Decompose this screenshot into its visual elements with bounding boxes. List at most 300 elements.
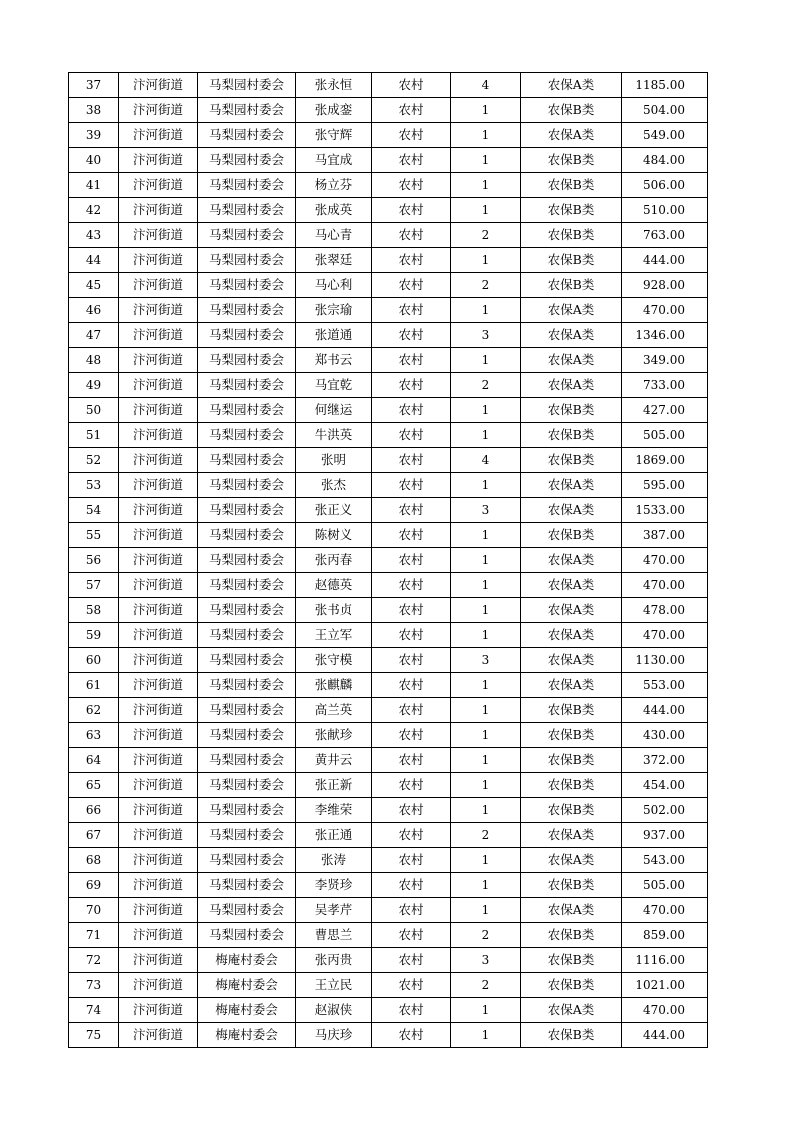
member-count-cell: 3: [451, 948, 521, 973]
village-committee-cell: 马梨园村委会: [198, 273, 296, 298]
row-number-cell: 71: [69, 923, 119, 948]
insurance-category-cell: 农保B类: [521, 873, 622, 898]
village-committee-cell: 梅庵村委会: [198, 948, 296, 973]
insurance-category-cell: 农保A类: [521, 823, 622, 848]
member-count-cell: 1: [451, 748, 521, 773]
amount-cell: 454.00: [622, 773, 708, 798]
village-committee-cell: 马梨园村委会: [198, 898, 296, 923]
member-count-cell: 1: [451, 848, 521, 873]
amount-cell: 430.00: [622, 723, 708, 748]
amount-cell: 763.00: [622, 223, 708, 248]
row-number-cell: 62: [69, 698, 119, 723]
insurance-category-cell: 农保B类: [521, 248, 622, 273]
table-row: [69, 773, 708, 798]
member-count-cell: 1: [451, 423, 521, 448]
member-count-cell: 2: [451, 823, 521, 848]
member-count-cell: 2: [451, 973, 521, 998]
name-cell: 王立民: [296, 973, 372, 998]
row-number-cell: 68: [69, 848, 119, 873]
household-type-cell: 农村: [372, 948, 451, 973]
household-type-cell: 农村: [372, 973, 451, 998]
table-row: [69, 298, 708, 323]
street-cell: 汴河街道: [119, 223, 198, 248]
village-committee-cell: 马梨园村委会: [198, 373, 296, 398]
insurance-category-cell: 农保A类: [521, 373, 622, 398]
amount-cell: 444.00: [622, 1023, 708, 1048]
amount-cell: 553.00: [622, 673, 708, 698]
village-committee-cell: 梅庵村委会: [198, 998, 296, 1023]
table-row: [69, 448, 708, 473]
table-row: [69, 423, 708, 448]
name-cell: 张献珍: [296, 723, 372, 748]
household-type-cell: 农村: [372, 698, 451, 723]
member-count-cell: 3: [451, 648, 521, 673]
household-type-cell: 农村: [372, 148, 451, 173]
table-row: [69, 873, 708, 898]
amount-cell: 470.00: [622, 298, 708, 323]
amount-cell: 595.00: [622, 473, 708, 498]
member-count-cell: 1: [451, 798, 521, 823]
row-number-cell: 66: [69, 798, 119, 823]
street-cell: 汴河街道: [119, 298, 198, 323]
street-cell: 汴河街道: [119, 573, 198, 598]
row-number-cell: 41: [69, 173, 119, 198]
table-row: [69, 723, 708, 748]
street-cell: 汴河街道: [119, 348, 198, 373]
amount-cell: 478.00: [622, 598, 708, 623]
insurance-category-cell: 农保A类: [521, 648, 622, 673]
household-type-cell: 农村: [372, 248, 451, 273]
insurance-category-cell: 农保B类: [521, 973, 622, 998]
table-row: [69, 248, 708, 273]
table-row: [69, 98, 708, 123]
amount-cell: 1116.00: [622, 948, 708, 973]
name-cell: 张正义: [296, 498, 372, 523]
name-cell: 张永恒: [296, 73, 372, 98]
row-number-cell: 44: [69, 248, 119, 273]
street-cell: 汴河街道: [119, 373, 198, 398]
name-cell: 马心青: [296, 223, 372, 248]
row-number-cell: 53: [69, 473, 119, 498]
name-cell: 黄井云: [296, 748, 372, 773]
member-count-cell: 1: [451, 1023, 521, 1048]
row-number-cell: 51: [69, 423, 119, 448]
household-type-cell: 农村: [372, 823, 451, 848]
row-number-cell: 40: [69, 148, 119, 173]
amount-cell: 444.00: [622, 698, 708, 723]
village-committee-cell: 马梨园村委会: [198, 173, 296, 198]
table-row: [69, 273, 708, 298]
village-committee-cell: 马梨园村委会: [198, 573, 296, 598]
name-cell: 张杰: [296, 473, 372, 498]
street-cell: 汴河街道: [119, 273, 198, 298]
name-cell: 张成英: [296, 198, 372, 223]
insurance-category-cell: 农保A类: [521, 73, 622, 98]
row-number-cell: 54: [69, 498, 119, 523]
street-cell: 汴河街道: [119, 173, 198, 198]
insurance-category-cell: 农保B类: [521, 698, 622, 723]
table-row: [69, 1023, 708, 1048]
table-row: [69, 148, 708, 173]
street-cell: 汴河街道: [119, 248, 198, 273]
street-cell: 汴河街道: [119, 973, 198, 998]
village-committee-cell: 马梨园村委会: [198, 623, 296, 648]
village-committee-cell: 马梨园村委会: [198, 298, 296, 323]
table-row: [69, 523, 708, 548]
row-number-cell: 59: [69, 623, 119, 648]
household-type-cell: 农村: [372, 173, 451, 198]
name-cell: 张麒麟: [296, 673, 372, 698]
name-cell: 陈树义: [296, 523, 372, 548]
amount-cell: 733.00: [622, 373, 708, 398]
street-cell: 汴河街道: [119, 473, 198, 498]
member-count-cell: 1: [451, 348, 521, 373]
name-cell: 张道通: [296, 323, 372, 348]
village-committee-cell: 马梨园村委会: [198, 198, 296, 223]
amount-cell: 387.00: [622, 523, 708, 548]
street-cell: 汴河街道: [119, 923, 198, 948]
member-count-cell: 1: [451, 673, 521, 698]
table-row: [69, 823, 708, 848]
amount-cell: 1130.00: [622, 648, 708, 673]
village-committee-cell: 马梨园村委会: [198, 398, 296, 423]
amount-cell: 349.00: [622, 348, 708, 373]
table-row: [69, 673, 708, 698]
member-count-cell: 1: [451, 623, 521, 648]
household-type-cell: 农村: [372, 123, 451, 148]
village-committee-cell: 马梨园村委会: [198, 323, 296, 348]
member-count-cell: 1: [451, 898, 521, 923]
household-type-cell: 农村: [372, 923, 451, 948]
village-committee-cell: 马梨园村委会: [198, 873, 296, 898]
row-number-cell: 60: [69, 648, 119, 673]
insurance-category-cell: 农保A类: [521, 898, 622, 923]
amount-cell: 470.00: [622, 998, 708, 1023]
street-cell: 汴河街道: [119, 723, 198, 748]
household-type-cell: 农村: [372, 398, 451, 423]
street-cell: 汴河街道: [119, 823, 198, 848]
table-row: [69, 548, 708, 573]
name-cell: 牛洪英: [296, 423, 372, 448]
village-committee-cell: 马梨园村委会: [198, 798, 296, 823]
street-cell: 汴河街道: [119, 623, 198, 648]
name-cell: 张明: [296, 448, 372, 473]
street-cell: 汴河街道: [119, 948, 198, 973]
street-cell: 汴河街道: [119, 123, 198, 148]
member-count-cell: 1: [451, 573, 521, 598]
household-type-cell: 农村: [372, 623, 451, 648]
household-type-cell: 农村: [372, 998, 451, 1023]
amount-cell: 427.00: [622, 398, 708, 423]
insurance-category-cell: 农保B类: [521, 448, 622, 473]
household-type-cell: 农村: [372, 273, 451, 298]
household-type-cell: 农村: [372, 548, 451, 573]
insurance-category-cell: 农保A类: [521, 573, 622, 598]
table-row: [69, 798, 708, 823]
street-cell: 汴河街道: [119, 873, 198, 898]
amount-cell: 505.00: [622, 873, 708, 898]
amount-cell: 1185.00: [622, 73, 708, 98]
village-committee-cell: 马梨园村委会: [198, 723, 296, 748]
table-row: [69, 898, 708, 923]
amount-cell: 859.00: [622, 923, 708, 948]
name-cell: 张宗瑜: [296, 298, 372, 323]
name-cell: 张丙春: [296, 548, 372, 573]
row-number-cell: 72: [69, 948, 119, 973]
street-cell: 汴河街道: [119, 423, 198, 448]
household-type-cell: 农村: [372, 648, 451, 673]
name-cell: 何继运: [296, 398, 372, 423]
insurance-category-cell: 农保B类: [521, 198, 622, 223]
member-count-cell: 1: [451, 123, 521, 148]
row-number-cell: 43: [69, 223, 119, 248]
insurance-category-cell: 农保B类: [521, 1023, 622, 1048]
name-cell: 赵淑侠: [296, 998, 372, 1023]
name-cell: 张翠廷: [296, 248, 372, 273]
table-row: [69, 498, 708, 523]
table-row: [69, 373, 708, 398]
village-committee-cell: 梅庵村委会: [198, 1023, 296, 1048]
insurance-category-cell: 农保A类: [521, 498, 622, 523]
amount-cell: 470.00: [622, 548, 708, 573]
insurance-category-cell: 农保B类: [521, 748, 622, 773]
village-committee-cell: 马梨园村委会: [198, 123, 296, 148]
name-cell: 张守模: [296, 648, 372, 673]
table-row: [69, 973, 708, 998]
table-row: [69, 623, 708, 648]
table-row: [69, 323, 708, 348]
street-cell: 汴河街道: [119, 73, 198, 98]
household-type-cell: 农村: [372, 448, 451, 473]
table-row: [69, 223, 708, 248]
table-row: [69, 648, 708, 673]
insurance-category-cell: 农保A类: [521, 848, 622, 873]
insurance-category-cell: 农保A类: [521, 623, 622, 648]
amount-cell: 444.00: [622, 248, 708, 273]
street-cell: 汴河街道: [119, 648, 198, 673]
street-cell: 汴河街道: [119, 548, 198, 573]
village-committee-cell: 梅庵村委会: [198, 973, 296, 998]
row-number-cell: 52: [69, 448, 119, 473]
row-number-cell: 48: [69, 348, 119, 373]
name-cell: 张丙贵: [296, 948, 372, 973]
street-cell: 汴河街道: [119, 448, 198, 473]
member-count-cell: 3: [451, 323, 521, 348]
table-row: [69, 998, 708, 1023]
table-row: [69, 73, 708, 98]
name-cell: 赵德英: [296, 573, 372, 598]
amount-cell: 1533.00: [622, 498, 708, 523]
row-number-cell: 63: [69, 723, 119, 748]
amount-cell: 502.00: [622, 798, 708, 823]
household-type-cell: 农村: [372, 473, 451, 498]
member-count-cell: 1: [451, 723, 521, 748]
row-number-cell: 55: [69, 523, 119, 548]
insurance-category-cell: 农保B类: [521, 398, 622, 423]
name-cell: 张正新: [296, 773, 372, 798]
insurance-category-cell: 农保B类: [521, 98, 622, 123]
household-type-cell: 农村: [372, 323, 451, 348]
row-number-cell: 70: [69, 898, 119, 923]
street-cell: 汴河街道: [119, 523, 198, 548]
household-type-cell: 农村: [372, 73, 451, 98]
member-count-cell: 1: [451, 148, 521, 173]
insurance-category-cell: 农保A类: [521, 998, 622, 1023]
village-committee-cell: 马梨园村委会: [198, 823, 296, 848]
street-cell: 汴河街道: [119, 798, 198, 823]
village-committee-cell: 马梨园村委会: [198, 348, 296, 373]
member-count-cell: 2: [451, 273, 521, 298]
household-type-cell: 农村: [372, 423, 451, 448]
street-cell: 汴河街道: [119, 773, 198, 798]
member-count-cell: 2: [451, 923, 521, 948]
member-count-cell: 4: [451, 73, 521, 98]
member-count-cell: 1: [451, 398, 521, 423]
household-type-cell: 农村: [372, 198, 451, 223]
household-type-cell: 农村: [372, 523, 451, 548]
street-cell: 汴河街道: [119, 898, 198, 923]
table-row: [69, 123, 708, 148]
street-cell: 汴河街道: [119, 323, 198, 348]
insurance-category-cell: 农保A类: [521, 323, 622, 348]
table-row: [69, 173, 708, 198]
household-type-cell: 农村: [372, 798, 451, 823]
household-type-cell: 农村: [372, 298, 451, 323]
household-type-cell: 农村: [372, 498, 451, 523]
row-number-cell: 39: [69, 123, 119, 148]
row-number-cell: 58: [69, 598, 119, 623]
row-number-cell: 57: [69, 573, 119, 598]
member-count-cell: 1: [451, 523, 521, 548]
street-cell: 汴河街道: [119, 598, 198, 623]
insurance-category-cell: 农保B类: [521, 773, 622, 798]
member-count-cell: 1: [451, 248, 521, 273]
household-type-cell: 农村: [372, 673, 451, 698]
member-count-cell: 2: [451, 223, 521, 248]
household-type-cell: 农村: [372, 898, 451, 923]
amount-cell: 470.00: [622, 573, 708, 598]
member-count-cell: 1: [451, 198, 521, 223]
household-type-cell: 农村: [372, 773, 451, 798]
name-cell: 李贤珍: [296, 873, 372, 898]
village-committee-cell: 马梨园村委会: [198, 473, 296, 498]
household-type-cell: 农村: [372, 573, 451, 598]
row-number-cell: 61: [69, 673, 119, 698]
row-number-cell: 50: [69, 398, 119, 423]
table-row: [69, 948, 708, 973]
village-committee-cell: 马梨园村委会: [198, 923, 296, 948]
name-cell: 张书贞: [296, 598, 372, 623]
row-number-cell: 56: [69, 548, 119, 573]
amount-cell: 505.00: [622, 423, 708, 448]
amount-cell: 1021.00: [622, 973, 708, 998]
table-row: [69, 848, 708, 873]
member-count-cell: 1: [451, 598, 521, 623]
table-row: [69, 748, 708, 773]
member-count-cell: 1: [451, 298, 521, 323]
village-committee-cell: 马梨园村委会: [198, 448, 296, 473]
amount-cell: 937.00: [622, 823, 708, 848]
insurance-category-cell: 农保B类: [521, 173, 622, 198]
insurance-category-cell: 农保B类: [521, 148, 622, 173]
name-cell: 王立军: [296, 623, 372, 648]
amount-cell: 1346.00: [622, 323, 708, 348]
table-row: [69, 398, 708, 423]
street-cell: 汴河街道: [119, 98, 198, 123]
village-committee-cell: 马梨园村委会: [198, 673, 296, 698]
member-count-cell: 1: [451, 473, 521, 498]
name-cell: 张成銮: [296, 98, 372, 123]
household-type-cell: 农村: [372, 748, 451, 773]
name-cell: 张涛: [296, 848, 372, 873]
insurance-category-cell: 农保A类: [521, 673, 622, 698]
insurance-category-cell: 农保B类: [521, 273, 622, 298]
name-cell: 马庆珍: [296, 1023, 372, 1048]
street-cell: 汴河街道: [119, 998, 198, 1023]
amount-cell: 470.00: [622, 623, 708, 648]
household-type-cell: 农村: [372, 223, 451, 248]
amount-cell: 372.00: [622, 748, 708, 773]
amount-cell: 928.00: [622, 273, 708, 298]
name-cell: 张守辉: [296, 123, 372, 148]
street-cell: 汴河街道: [119, 1023, 198, 1048]
household-table: [68, 72, 708, 1048]
name-cell: 高兰英: [296, 698, 372, 723]
street-cell: 汴河街道: [119, 848, 198, 873]
household-type-cell: 农村: [372, 873, 451, 898]
table-row: [69, 698, 708, 723]
household-type-cell: 农村: [372, 848, 451, 873]
member-count-cell: 1: [451, 773, 521, 798]
name-cell: 马心利: [296, 273, 372, 298]
amount-cell: 510.00: [622, 198, 708, 223]
insurance-category-cell: 农保A类: [521, 123, 622, 148]
street-cell: 汴河街道: [119, 198, 198, 223]
row-number-cell: 42: [69, 198, 119, 223]
insurance-category-cell: 农保A类: [521, 473, 622, 498]
village-committee-cell: 马梨园村委会: [198, 98, 296, 123]
name-cell: 李维荣: [296, 798, 372, 823]
village-committee-cell: 马梨园村委会: [198, 423, 296, 448]
insurance-category-cell: 农保A类: [521, 298, 622, 323]
name-cell: 马宜成: [296, 148, 372, 173]
name-cell: 吴孝芹: [296, 898, 372, 923]
village-committee-cell: 马梨园村委会: [198, 498, 296, 523]
village-committee-cell: 马梨园村委会: [198, 73, 296, 98]
member-count-cell: 1: [451, 873, 521, 898]
table-row: [69, 573, 708, 598]
street-cell: 汴河街道: [119, 748, 198, 773]
row-number-cell: 69: [69, 873, 119, 898]
row-number-cell: 38: [69, 98, 119, 123]
row-number-cell: 73: [69, 973, 119, 998]
member-count-cell: 1: [451, 698, 521, 723]
member-count-cell: 4: [451, 448, 521, 473]
household-type-cell: 农村: [372, 348, 451, 373]
row-number-cell: 46: [69, 298, 119, 323]
row-number-cell: 45: [69, 273, 119, 298]
village-committee-cell: 马梨园村委会: [198, 598, 296, 623]
table-row: [69, 598, 708, 623]
row-number-cell: 67: [69, 823, 119, 848]
amount-cell: 470.00: [622, 898, 708, 923]
amount-cell: 543.00: [622, 848, 708, 873]
member-count-cell: 1: [451, 98, 521, 123]
table-row: [69, 348, 708, 373]
village-committee-cell: 马梨园村委会: [198, 248, 296, 273]
amount-cell: 484.00: [622, 148, 708, 173]
name-cell: 张正通: [296, 823, 372, 848]
